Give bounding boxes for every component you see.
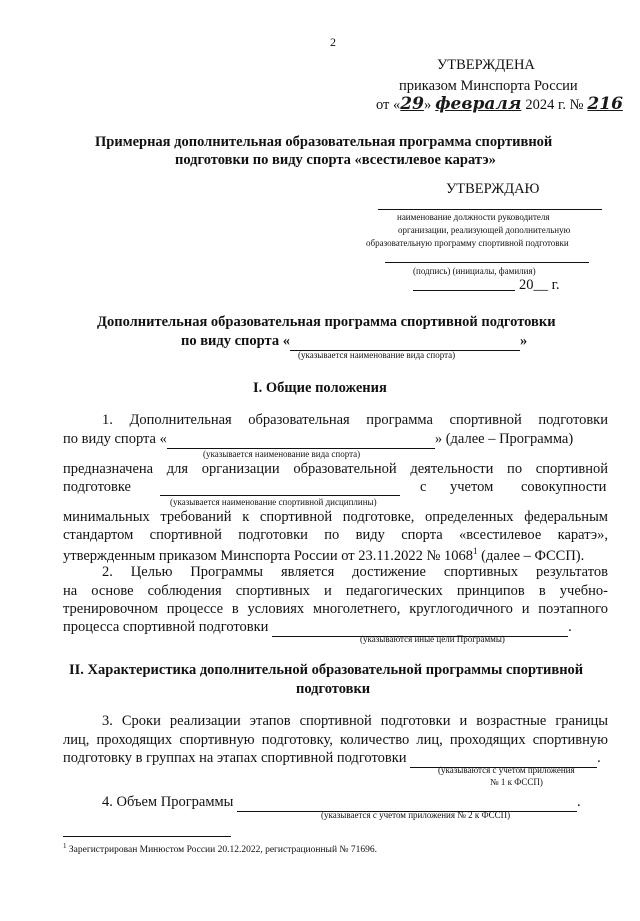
- p1-caption-sport: (указывается наименование вида спорта): [203, 449, 361, 459]
- p3-line1: 3. Сроки реализации этапов спортивной подготовки и возрастные границы: [102, 713, 608, 729]
- approve-label: УТВЕРЖДАЮ: [446, 181, 540, 197]
- position-line: [378, 209, 602, 210]
- p2-line2: на основе соблюдения спортивных и педагогических принципов в учебно-: [63, 583, 608, 599]
- date-mid: »: [423, 97, 432, 113]
- footnote: [63, 842, 377, 855]
- sport-blank: [290, 333, 520, 351]
- section2-heading-line2: подготовки: [296, 681, 371, 697]
- p1-line4-c: учетом: [450, 479, 494, 495]
- p3-line3-end: .: [597, 750, 601, 766]
- p3-caption-1: (указываются с учетом приложения: [438, 765, 575, 775]
- p4-caption: (указывается с учетом приложения № 2 к ФССП): [321, 810, 511, 820]
- p1-sport-blank: [167, 431, 435, 449]
- program-title-suffix: »: [519, 333, 528, 349]
- signature-line: [385, 262, 589, 263]
- handwritten-month: февраля: [435, 94, 522, 114]
- page-number: 2: [330, 35, 336, 49]
- handwritten-day: 29: [400, 94, 424, 114]
- p1-line7-text: утвержденным приказом Минспорта России от 23.11.2022 № 1068: [63, 547, 474, 564]
- p1-caption-discipline: (указывается наименование спортивной дисциплины): [170, 497, 377, 507]
- approval-date-line: [376, 94, 623, 114]
- p1-line3: предназначена для организации образовательной деятельности по спортивной: [63, 461, 608, 477]
- date-line: [413, 290, 515, 291]
- p2-line4-text: процесса спортивной подготовки: [63, 619, 269, 635]
- p1-line4-b: с: [420, 479, 427, 495]
- p1-line4-a: подготовке: [63, 479, 131, 495]
- position-caption-3: образовательную программу спортивной подготовки: [366, 238, 569, 248]
- p2-line3: тренировочном процессе в условиях многолетнего, круглогодичного и поэтапного: [63, 601, 608, 617]
- footnote-text: Зарегистрирован Минюстом России 20.12.2022, регистрационный № 71696.: [66, 845, 377, 856]
- p1-line4-d: совокупности: [521, 479, 607, 495]
- p3-line2: лиц, проходящих спортивную подготовку, количество лиц, проходящих спортивную: [63, 732, 608, 748]
- handwritten-order-number: 216: [587, 94, 623, 114]
- signature-caption: (подпись) (инициалы, фамилия): [413, 266, 536, 276]
- program-title-prefix: по виду спорта «: [181, 333, 290, 349]
- p1-line5: минимальных требований к спортивной подготовке, определенных федеральным: [63, 509, 608, 525]
- p1-line2-b: » (далее – Программа): [434, 431, 574, 447]
- program-title-line1: Дополнительная образовательная программа спортивной подготовки: [97, 314, 556, 330]
- p1-line6: стандартом спортивной подготовки по виду спорта «всестилевое каратэ»,: [63, 527, 608, 543]
- p1-line7: [63, 546, 584, 565]
- discipline-blank: [160, 495, 400, 496]
- p2-caption: (указываются иные цели Программы): [360, 634, 505, 644]
- p2-line4-end: .: [568, 619, 572, 635]
- position-caption-2: организации, реализующей дополнительную: [398, 225, 571, 235]
- program-title-line2: [181, 333, 527, 351]
- p3-line3-text: подготовку в группах на этапах спортивной подготовки: [63, 750, 407, 766]
- p1-line2: [63, 431, 573, 449]
- footnote-mark: 1: [63, 842, 67, 850]
- approval-title: УТВЕРЖДЕНА: [437, 57, 535, 73]
- p1-line7-end: (далее – ФССП).: [477, 547, 585, 564]
- sport-caption: (указывается наименование вида спорта): [298, 350, 456, 360]
- section1-heading: I. Общие положения: [253, 380, 387, 396]
- section2-heading-line1: II. Характеристика дополнительной образовательной программы спортивной: [69, 662, 584, 678]
- document-title-line1: Примерная дополнительная образовательная программа спортивной: [95, 134, 553, 150]
- footnote-ref: 1: [473, 546, 478, 556]
- p1-line1: 1. Дополнительная образовательная программа спортивной подготовки: [102, 412, 608, 428]
- date-prefix: от «: [376, 97, 401, 113]
- position-caption-1: наименование должности руководителя: [397, 212, 550, 222]
- document-title-line2: подготовки по виду спорта «всестилевое каратэ»: [175, 152, 496, 168]
- p4-line1-text: 4. Объем Программы: [102, 794, 234, 810]
- approval-order-line: приказом Минспорта России: [399, 78, 578, 94]
- date-year: 2024 г. №: [525, 97, 584, 113]
- footnote-separator: [63, 836, 231, 837]
- p1-line2-a: по виду спорта «: [63, 431, 167, 447]
- p3-caption-2: № 1 к ФССП): [490, 777, 543, 787]
- p4-line1-end: .: [577, 794, 581, 810]
- approve-year: 20__ г.: [519, 277, 560, 293]
- p2-line1: 2. Целью Программы является достижение спортивных результатов: [102, 564, 608, 580]
